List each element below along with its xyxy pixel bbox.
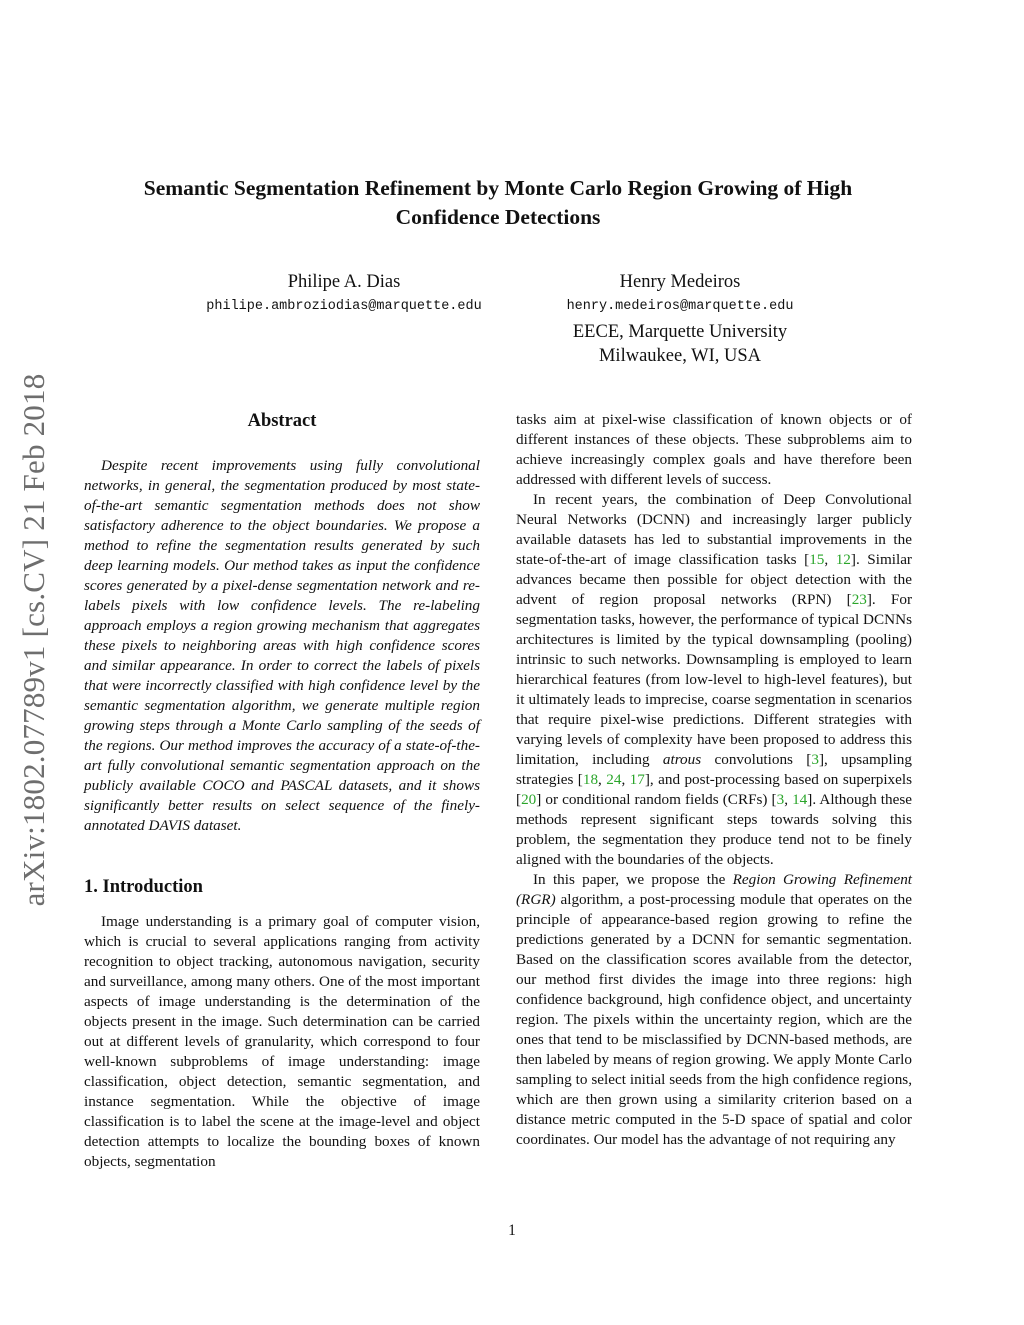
author-name: Henry Medeiros xyxy=(619,272,741,292)
author-block-2 xyxy=(500,270,860,368)
citation-link[interactable]: 3 xyxy=(811,751,819,768)
intro-paragraph-1: Image understanding is a primary goal of computer vision, which is crucial to several applications ranging from activity recognition to object tracking, autonomous navigation, security and surveillance, among many others. One of the most important aspects of image understanding is the determination of the objects present in the image. Such determination can be carried out at different levels of granularity, which correspond to four well-known subproblems of image understanding: image classification, object detection, semantic segmentation, and instance segmentation. While the objective of image classification is to label the scene at the image-level and object detection attempts to localize the bounding boxes of known objects, segmentation xyxy=(84,913,480,1170)
author-location: Milwaukee, WI, USA xyxy=(598,346,762,366)
citation-link[interactable]: 17 xyxy=(629,771,645,788)
author-affiliation: EECE, Marquette University xyxy=(572,322,788,342)
right-column xyxy=(516,410,912,1150)
left-column xyxy=(84,410,480,1172)
page-number: 1 xyxy=(508,1222,516,1239)
citation-link[interactable]: 15 xyxy=(809,551,825,568)
author-block-1 xyxy=(164,270,524,320)
citation-link[interactable]: 3 xyxy=(776,791,785,808)
citation-link[interactable]: 12 xyxy=(835,551,851,568)
citation-link[interactable]: 20 xyxy=(521,791,537,808)
arxiv-identifier: arXiv:1802.07789v1 [cs.CV] 21 Feb 2018 xyxy=(16,373,51,907)
author-name: Philipe A. Dias xyxy=(287,272,401,292)
citation-link[interactable]: 14 xyxy=(792,791,808,808)
paper-title: Semantic Segmentation Refinement by Monte Carlo Region Growing of High Confidence Detections xyxy=(143,176,853,229)
intro-paragraph-1-continued: tasks aim at pixel-wise classification of known objects or of different instances of these objects. These subproblems aim to achieve increasingly complex goals and have therefore been addressed with different levels of success. xyxy=(516,411,912,488)
author-email: philipe.ambroziodias@marquette.edu xyxy=(206,299,482,314)
abstract-heading: Abstract xyxy=(247,411,317,431)
intro-paragraph-2: In recent years, the combination of Deep Convolutional Neural Networks (DCNN) and increasingly larger publicly available datasets has led to substantial improvements in the state-of-the-art of image classification tasks [15, 12]. Similar advances became then possible for object detection with the advent of region proposal networks (RPN) [23]. For segmentation tasks, however, the performance of typical DCNNs architectures is limited by the typical downsampling (pooling) intrinsic to such networks. Downsampling is employed to learn hierarchical features (from low-level to high-level features), but it ultimately leads to imprecise, coarse segmentation in scenarios that require pixel-wise predictions. Different strategies with varying levels of complexity have been proposed to address this limitation, including atrous convolutions [3], upsampling strategies [18, 24, 17], and post-processing based on superpixels [20] or conditional random fields (CRFs) [3, 14]. Although these methods represent significant steps towards solving this problem, the segmentation they produce tend not to be finely aligned with the boundaries of the objects. xyxy=(516,491,913,868)
citation-link[interactable]: 23 xyxy=(851,591,867,608)
citation-link[interactable]: 24 xyxy=(606,771,622,788)
intro-paragraph-3: In this paper, we propose the Region Growing Refinement (RGR) algorithm, a post-processing module that operates on the principle of appearance-based region growing to refine the predictions generated by a DCNN for semantic segmentation. Based on the classification scores available from the detector, our method first divides the image into three regions: high confidence background, high confidence object, and uncertainty region. The pixels within the uncertainty region, which are the ones that tend to be misclassified by DCNN-based methods, are then labeled by means of region growing. We apply Monte Carlo sampling to select initial seeds from the high confidence regions, which are then grown using a similarity criterion based on a distance metric computed in the 5-D space of spatial and color coordinates. Our model has the advantage of not requiring any xyxy=(516,871,913,1148)
abstract-text: Despite recent improvements using fully convolutional networks, in general, the segmentation produced by most state-of-the-art semantic segmentation methods does not show satisfactory adherence to the object boundaries. We propose a method to refine the segmentation results generated by such deep learning models. Our method takes as input the confidence scores generated by a pixel-dense segmentation network and re-labels pixels with low confidence levels. The re-labeling approach employs a region growing mechanism that aggregates these pixels to neighboring areas with high confidence scores and similar appearance. In order to correct the labels of pixels that were incorrectly classified with high confidence level by the semantic segmentation algorithm, we generate multiple region growing steps through a Monte Carlo sampling of the seeds of the regions. Our method improves the accuracy of a state-of-the-art fully convolutional semantic segmentation approach on the publicly available COCO and PASCAL datasets, and it shows significantly better results on select sequence of the finely-annotated DAVIS dataset. xyxy=(84,457,480,834)
author-email: henry.medeiros@marquette.edu xyxy=(566,299,794,314)
citation-link[interactable]: 18 xyxy=(582,771,599,788)
section-heading-introduction: 1. Introduction xyxy=(84,877,203,897)
